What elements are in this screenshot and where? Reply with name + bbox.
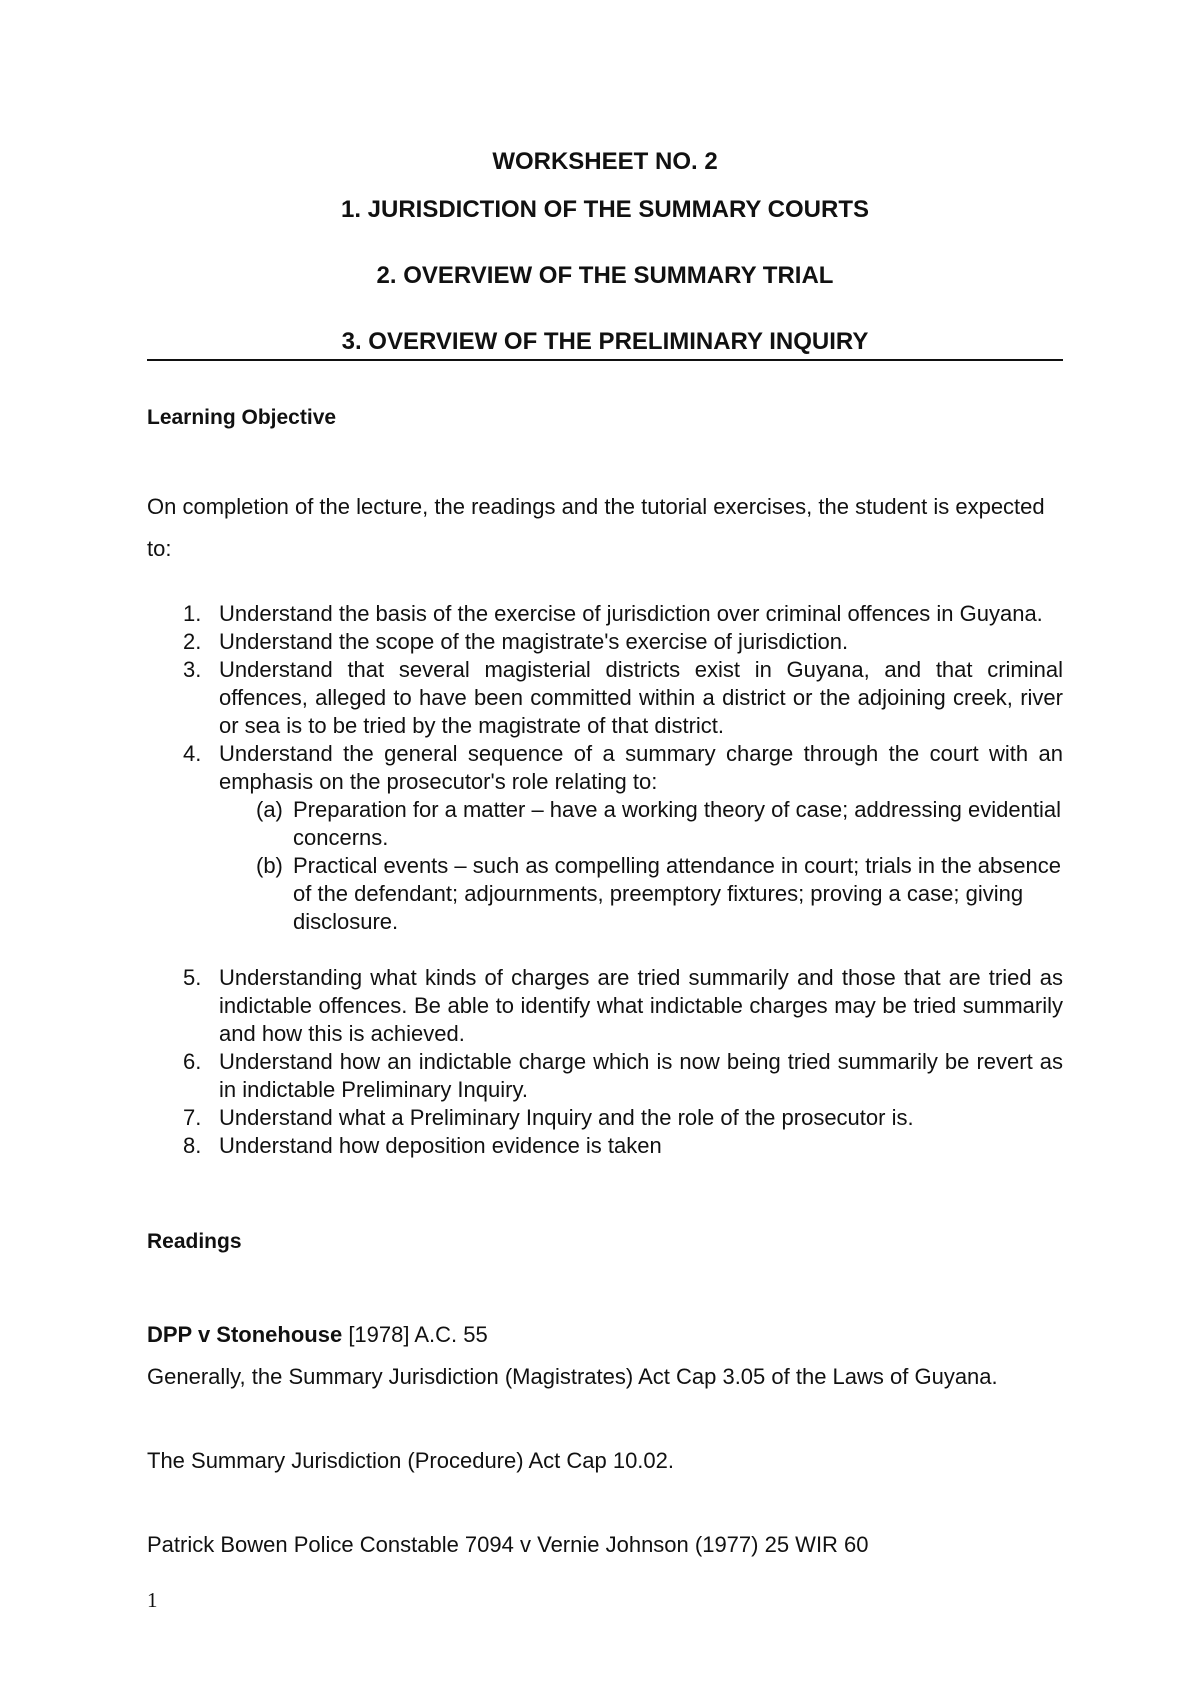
subitem-number: (a) <box>256 797 283 822</box>
objective-subitem <box>219 796 1063 852</box>
learning-objective-title: Learning Objective <box>147 406 337 429</box>
objective-number: 2. <box>183 629 202 654</box>
subitem-text: Preparation for a matter – have a working theory of case; addressing evidential concerns. <box>293 797 1061 850</box>
objective-item <box>147 1048 1063 1104</box>
readings-title: Readings <box>147 1230 242 1253</box>
objective-text: Understand that several magisterial districts exist in Guyana, and that criminal offences, alleged to have been committed within a district or the adjoining creek, river or sea is to be tried by the magistrate of that district. <box>219 657 1063 738</box>
objective-number: 6. <box>183 1049 202 1074</box>
objective-number: 5. <box>183 965 202 990</box>
heading-preliminary-inquiry: 3. OVERVIEW OF THE PRELIMINARY INQUIRY <box>341 328 869 355</box>
objective-text: Understand how deposition evidence is taken <box>219 1133 662 1158</box>
subitem-text: Practical events – such as compelling attendance in court; trials in the absence of the defendant; adjournments, preemptory fixtures; proving a case; giving disclosure. <box>293 853 1061 934</box>
objective-item <box>147 964 1063 1048</box>
objectives-list <box>147 600 1063 1160</box>
reading-magistrates-act: Generally, the Summary Jurisdiction (Magistrates) Act Cap 3.05 of the Laws of Guyana. <box>147 1364 998 1389</box>
reading-bowen-case: Patrick Bowen Police Constable 7094 v Vernie Johnson (1977) 25 WIR 60 <box>147 1532 869 1557</box>
reading-case-citation: [1978] A.C. 55 <box>342 1322 488 1347</box>
objective-item <box>147 600 1063 628</box>
heading-divider <box>147 359 1063 361</box>
objective-text: Understand what a Preliminary Inquiry and the role of the prosecutor is. <box>219 1105 914 1130</box>
objective-subitem <box>219 852 1063 936</box>
objective-text: Understand the scope of the magistrate's exercise of jurisdiction. <box>219 629 849 654</box>
objective-number: 3. <box>183 657 202 682</box>
objective-item <box>147 1132 1063 1160</box>
objective-item <box>147 656 1063 740</box>
worksheet-title: WORKSHEET NO. 2 <box>492 148 718 175</box>
heading-summary-trial: 2. OVERVIEW OF THE SUMMARY TRIAL <box>376 262 834 289</box>
objective-text: Understand how an indictable charge which is now being tried summarily be revert as in indictable Preliminary Inquiry. <box>219 1049 1063 1102</box>
objective-item <box>147 740 1063 936</box>
subitem-number: (b) <box>256 853 283 878</box>
objective-item <box>147 628 1063 656</box>
objective-number: 7. <box>183 1105 202 1130</box>
objective-text: Understanding what kinds of charges are tried summarily and those that are tried as indictable offences. Be able to identify what indictable charges may be tried summarily and how this is achieved. <box>219 965 1063 1046</box>
reading-procedure-act: The Summary Jurisdiction (Procedure) Act Cap 10.02. <box>147 1448 675 1473</box>
learning-objective-intro: On completion of the lecture, the readings and the tutorial exercises, the student is expected to: <box>147 494 1045 561</box>
heading-jurisdiction: 1. JURISDICTION OF THE SUMMARY COURTS <box>340 196 870 223</box>
objective-text: Understand the basis of the exercise of jurisdiction over criminal offences in Guyana. <box>219 601 1043 626</box>
objective-item <box>147 1104 1063 1132</box>
objective-number: 4. <box>183 741 202 766</box>
objective-subitems <box>219 796 1063 936</box>
objective-text: Understand the general sequence of a summary charge through the court with an emphasis on the prosecutor's role relating to: <box>219 741 1063 794</box>
reading-case-name: DPP v Stonehouse <box>147 1322 343 1347</box>
objective-number: 1. <box>183 601 202 626</box>
reading-case-stonehouse <box>147 1314 1063 1356</box>
objective-number: 8. <box>183 1133 202 1158</box>
page-number: 1 <box>147 1588 158 1612</box>
